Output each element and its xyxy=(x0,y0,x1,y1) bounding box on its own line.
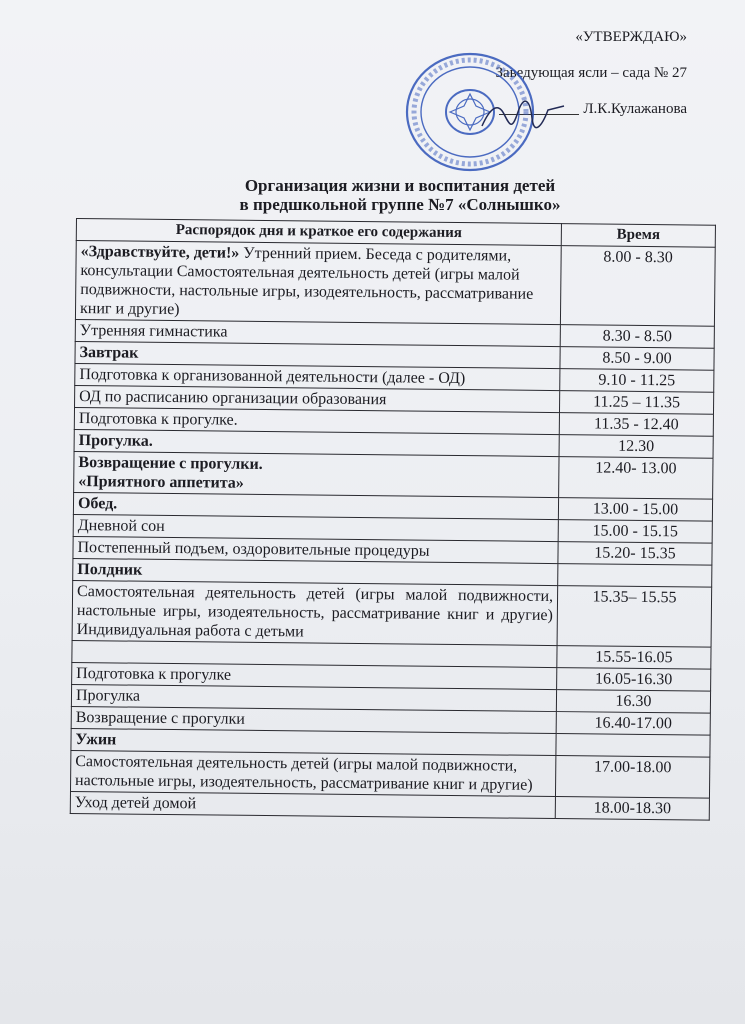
greeting-label: «Здравствуйте, дети!» xyxy=(80,243,240,262)
document-title xyxy=(150,176,650,214)
activity-cell: Возвращение с прогулки xyxy=(71,706,556,733)
time-cell xyxy=(558,564,712,588)
activity-line-1: Возвращение с прогулки. xyxy=(78,454,263,473)
title-line-2: в предшкольной группе №7 «Солнышко» xyxy=(239,195,561,214)
title-line-1: Организация жизни и воспитания детей xyxy=(244,176,556,195)
time-cell xyxy=(556,734,710,758)
activity-cell: Подготовка к прогулке. xyxy=(74,407,559,434)
table-row xyxy=(75,241,715,327)
activity-cell: ОД по расписанию организации образования xyxy=(75,385,560,412)
activity-line-2: «Приятного аппетита» xyxy=(78,473,244,492)
activity-cell: Прогулка xyxy=(71,684,556,711)
activity-cell: Подготовка к организованной деятельности (далее - ОД) xyxy=(75,363,560,390)
activity-cell: Подготовка к прогулке xyxy=(72,662,557,689)
activity-cell: Прогулка. xyxy=(74,429,559,456)
approval-name: Л.К.Кулажанова xyxy=(583,101,687,117)
time-cell: 11.35 - 12.40 xyxy=(559,413,713,437)
time-cell: 12.40- 13.00 xyxy=(559,457,713,500)
time-cell: 15.55-16.05 xyxy=(557,646,711,670)
activity-text: Утренний прием. Беседа с родителями, консультации Самостоятельная деятельность детей (игры малой подвижности, настольные игры, изодеятельность, рассматривание книг и другие) xyxy=(79,244,534,319)
activity-cell: Утренняя гимнастика xyxy=(75,319,560,346)
time-cell: 15.20- 15.35 xyxy=(558,542,712,566)
table-row xyxy=(70,750,709,798)
time-cell: 8.30 - 8.50 xyxy=(560,325,714,349)
activity-cell: Обед. xyxy=(73,492,558,519)
time-cell: 18.00-18.30 xyxy=(555,797,709,821)
time-cell: 9.10 - 11.25 xyxy=(560,369,714,393)
activity-cell: Завтрак xyxy=(75,341,560,368)
time-cell: 17.00-18.00 xyxy=(555,756,709,799)
activity-cell: Полдник xyxy=(73,558,558,585)
time-cell: 11.25 – 11.35 xyxy=(559,391,713,415)
header-time: Время xyxy=(561,224,715,248)
activity-cell: Самостоятельная деятельность детей (игры малой подвижности, настольные игры, изодеятельность, рассматривание книг и другие) xyxy=(70,750,555,796)
time-cell: 15.35– 15.55 xyxy=(557,586,712,648)
time-cell: 13.00 - 15.00 xyxy=(558,498,712,522)
time-cell: 8.50 - 9.00 xyxy=(560,347,714,371)
time-cell: 8.00 - 8.30 xyxy=(560,246,715,327)
activity-cell: Уход детей домой xyxy=(70,791,555,818)
time-cell: 12.30 xyxy=(559,435,713,459)
approval-heading: «УТВЕРЖДАЮ» xyxy=(575,29,687,45)
activity-cell: Самостоятельная деятельность детей (игры малой подвижности, настольные игры, изодеятельность, рассматривание книг и другие) Индивидуальная работа с детьми xyxy=(72,580,558,645)
activity-cell: Дневной сон xyxy=(73,514,558,541)
activity-cell xyxy=(74,451,559,497)
time-cell: 16.05-16.30 xyxy=(557,668,711,692)
activity-cell: Ужин xyxy=(71,728,556,755)
time-cell: 15.00 - 15.15 xyxy=(558,520,712,544)
signature-icon xyxy=(478,96,568,136)
activity-cell xyxy=(75,241,561,325)
time-cell: 16.40-17.00 xyxy=(556,712,710,736)
activity-cell: Постепенный подъем, оздоровительные процедуры xyxy=(73,536,558,563)
schedule-table xyxy=(70,218,716,821)
time-cell: 16.30 xyxy=(556,690,710,714)
table-row xyxy=(74,451,713,499)
table-row xyxy=(72,580,712,647)
header-activity: Распорядок дня и краткое его содержания xyxy=(76,219,561,246)
approval-position: Заведующая ясли – сада № 27 xyxy=(495,65,687,81)
